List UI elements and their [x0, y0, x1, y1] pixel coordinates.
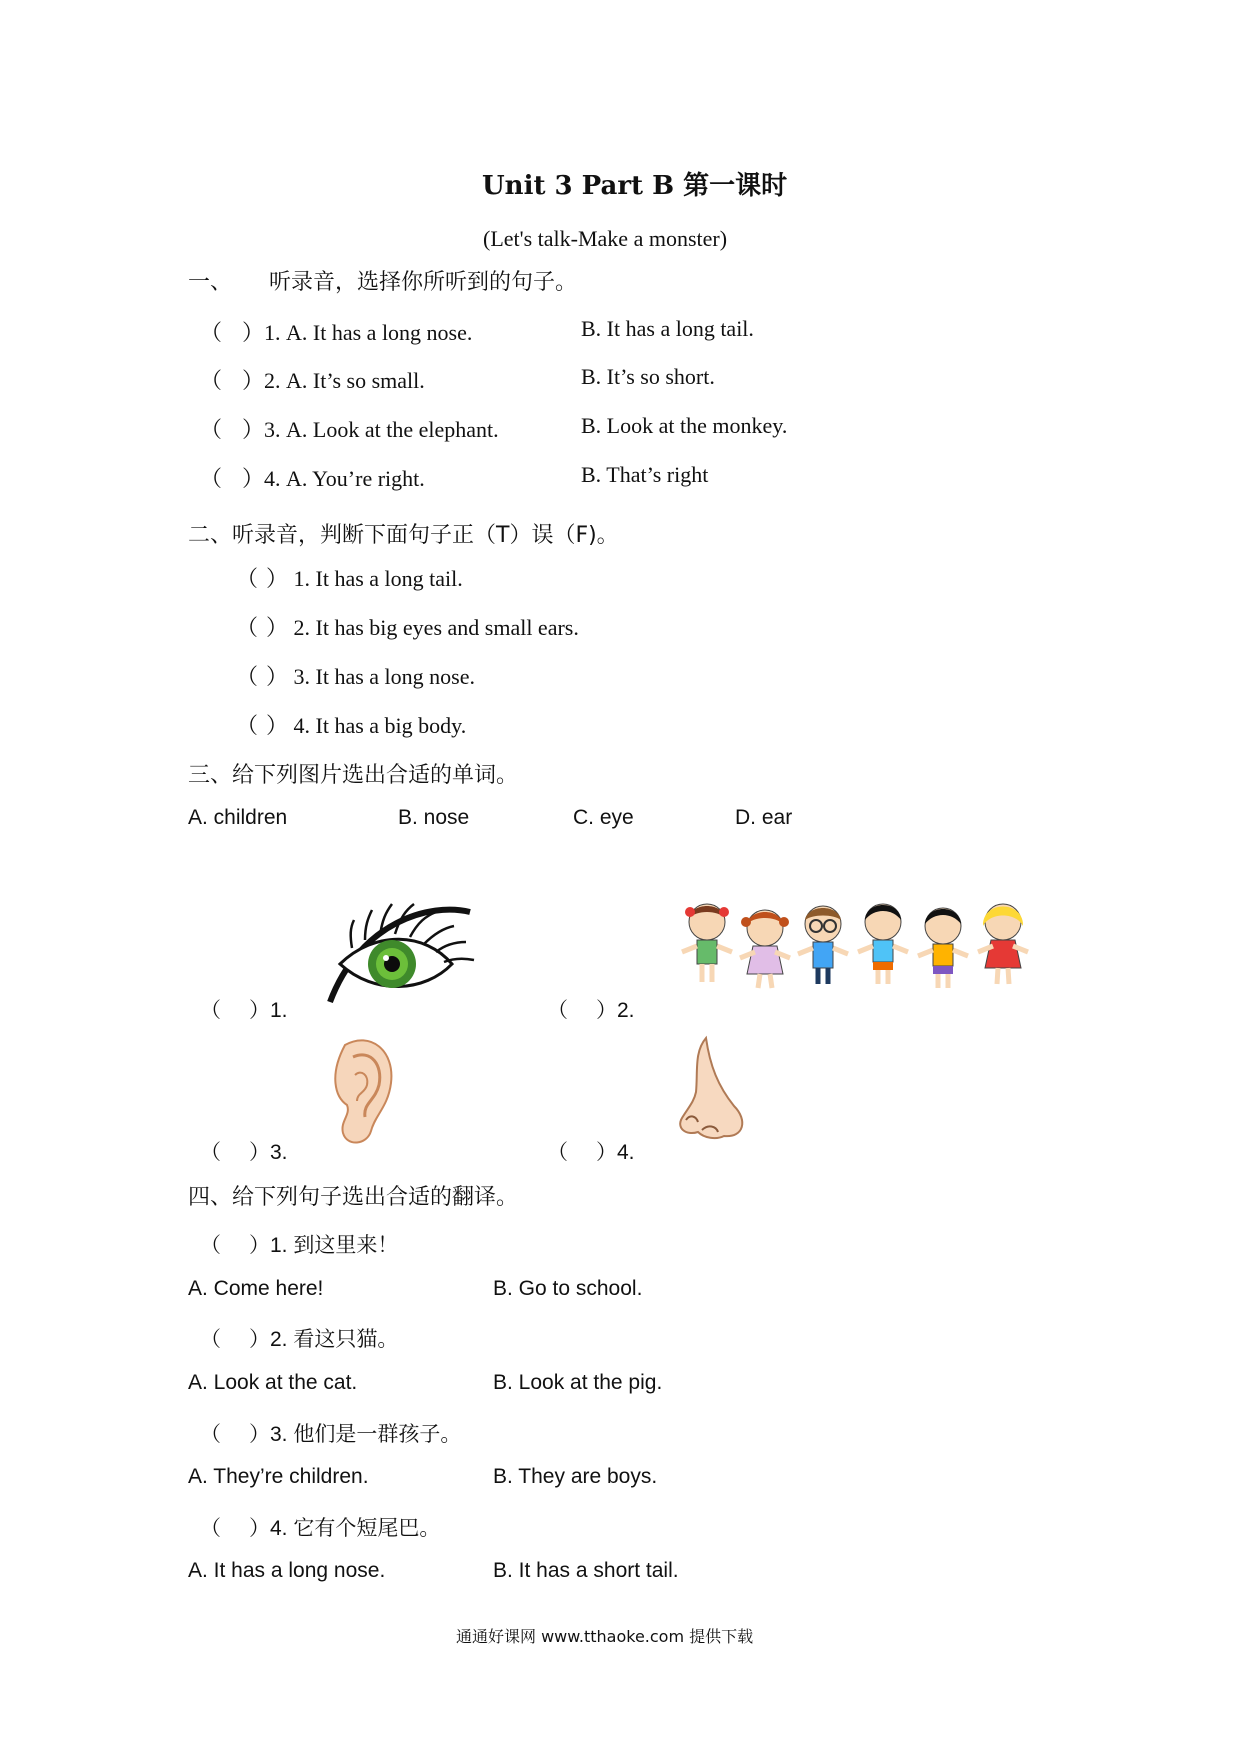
s4-option-b-3: B. They are boys. [493, 1465, 658, 1488]
option-a: A. You’re right. [286, 466, 425, 491]
section-3-heading: 三、给下列图片选出合适的单词。 [188, 763, 519, 788]
question-number: 3. [270, 1141, 288, 1164]
s3-question-3 [200, 1136, 288, 1166]
eye-image [320, 892, 480, 1018]
answer-blank-close: ） [242, 320, 265, 345]
answer-blank[interactable]: （ [547, 1141, 568, 1164]
s4-option-a-4: A. It has a long nose. [188, 1559, 386, 1582]
option-a: A. It has a long nose. [286, 320, 473, 345]
answer-blank-close: ） [266, 615, 289, 640]
s4-option-a-2: A. Look at the cat. [188, 1371, 358, 1394]
answer-blank[interactable]: （ [200, 368, 223, 393]
s4-option-a-1: A. Come here! [188, 1277, 324, 1300]
s2-question-1 [236, 562, 463, 593]
option-a: A. Look at the elephant. [286, 417, 499, 442]
question-number: 4. [617, 1141, 635, 1164]
children-image [672, 900, 1042, 1000]
nose-image [672, 1036, 750, 1144]
s4-question-4 [200, 1512, 440, 1542]
answer-blank[interactable]: （ [200, 999, 221, 1022]
option-a: A. It’s so small. [286, 368, 425, 393]
answer-blank[interactable]: （ [200, 466, 223, 491]
answer-blank[interactable]: （ [236, 566, 259, 591]
answer-blank[interactable]: （ [200, 1234, 221, 1257]
s1-option-b-3: B. Look at the monkey. [581, 413, 788, 438]
question-text: 1. 到这里来！ [270, 1234, 399, 1257]
s3-question-4 [547, 1136, 635, 1166]
s1-question-4 [200, 462, 425, 493]
question-number: 2. [264, 368, 281, 393]
s4-option-a-3: A. They’re children. [188, 1465, 369, 1488]
s4-question-2 [200, 1323, 398, 1353]
statement: 1. It has a long tail. [293, 566, 463, 591]
s1-question-2 [200, 364, 425, 395]
answer-blank[interactable]: （ [200, 1328, 221, 1351]
s2-question-2 [236, 611, 579, 642]
answer-blank-close: ） [249, 1517, 270, 1540]
answer-blank[interactable]: （ [236, 615, 259, 640]
question-number: 1. [270, 999, 288, 1022]
answer-blank-close: ） [266, 713, 289, 738]
answer-blank[interactable]: （ [200, 1517, 221, 1540]
section-2-heading: 二、听录音，判断下面句子正（T）误（F)。 [188, 523, 619, 548]
answer-blank[interactable]: （ [236, 713, 259, 738]
s1-option-b-2: B. It’s so short. [581, 364, 715, 389]
s4-question-1 [200, 1229, 398, 1259]
word-option-d: D. ear [735, 806, 793, 829]
s2-question-3 [236, 660, 475, 691]
answer-blank[interactable]: （ [547, 999, 568, 1022]
section-1-heading [188, 265, 577, 296]
s1-option-b-1: B. It has a long tail. [581, 316, 754, 341]
s4-option-b-1: B. Go to school. [493, 1277, 643, 1300]
answer-blank[interactable]: （ [200, 320, 223, 345]
s2-question-4 [236, 709, 466, 740]
answer-blank-close: ） [266, 566, 289, 591]
page-footer: 通通好课网 www.tthaoke.com 提供下载 [456, 1627, 754, 1646]
s3-question-2 [547, 994, 635, 1024]
answer-blank[interactable]: （ [200, 1141, 221, 1164]
page-title: Unit 3 Part B 第一课时 [482, 171, 788, 201]
statement: 4. It has a big body. [293, 713, 467, 738]
s1-question-1 [200, 316, 472, 347]
question-text: 4. 它有个短尾巴。 [270, 1517, 441, 1540]
question-number: 3. [264, 417, 281, 442]
answer-blank-close: ） [249, 1328, 270, 1351]
section-1-instruction: 听录音，选择你所听到的句子。 [269, 270, 578, 295]
question-number: 1. [264, 320, 281, 345]
answer-blank[interactable]: （ [236, 664, 259, 689]
question-number: 2. [617, 999, 635, 1022]
answer-blank[interactable]: （ [200, 417, 223, 442]
answer-blank-close: ） [249, 999, 270, 1022]
answer-blank-close: ） [266, 664, 289, 689]
statement: 2. It has big eyes and small ears. [293, 615, 579, 640]
answer-blank-close: ） [249, 1234, 270, 1257]
ear-image [325, 1035, 395, 1147]
answer-blank-close: ） [596, 999, 617, 1022]
section-4-heading: 四、给下列句子选出合适的翻译。 [188, 1185, 519, 1210]
word-option-a: A. children [188, 806, 288, 829]
word-option-c: C. eye [573, 806, 634, 829]
answer-blank-close: ） [596, 1141, 617, 1164]
answer-blank-close: ） [249, 1141, 270, 1164]
question-text: 2. 看这只猫。 [270, 1328, 399, 1351]
question-text: 3. 他们是一群孩子。 [270, 1423, 462, 1446]
s1-question-3 [200, 413, 499, 444]
s4-option-b-2: B. Look at the pig. [493, 1371, 663, 1394]
answer-blank-close: ） [242, 368, 265, 393]
s1-option-b-4: B. That’s right [581, 462, 709, 487]
s3-question-1 [200, 994, 288, 1024]
page-subtitle: (Let's talk-Make a monster) [483, 226, 728, 251]
answer-blank-close: ） [242, 466, 265, 491]
statement: 3. It has a long nose. [293, 664, 475, 689]
section-1-number: 一、 [188, 270, 233, 295]
word-option-b: B. nose [398, 806, 470, 829]
answer-blank[interactable]: （ [200, 1423, 221, 1446]
s4-option-b-4: B. It has a short tail. [493, 1559, 679, 1582]
answer-blank-close: ） [242, 417, 265, 442]
s4-question-3 [200, 1418, 461, 1448]
question-number: 4. [264, 466, 281, 491]
answer-blank-close: ） [249, 1423, 270, 1446]
